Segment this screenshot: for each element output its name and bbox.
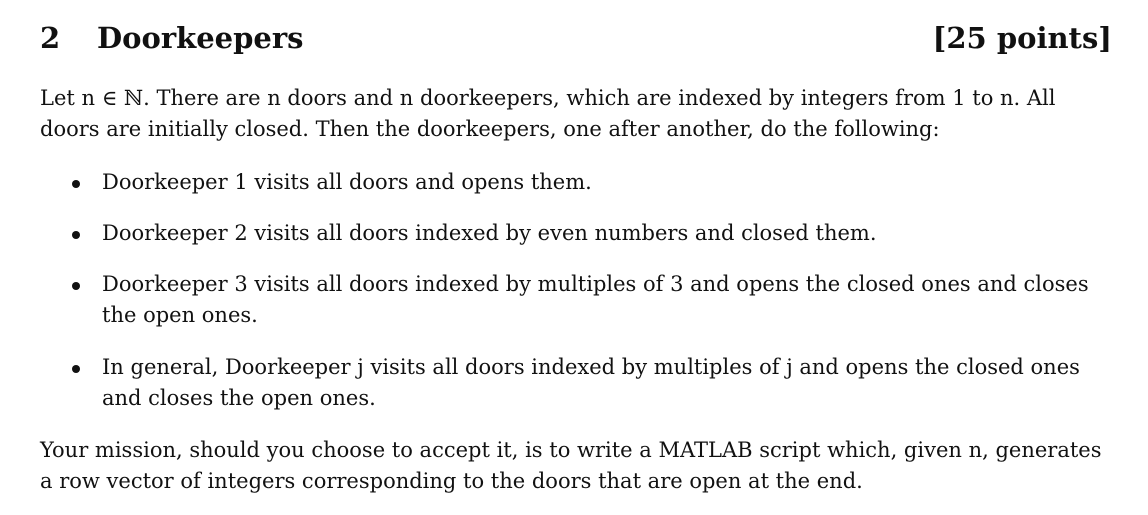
mission-line-2: a row vector of integers corresponding to the doors that are open at the end. <box>40 469 863 493</box>
bullet-icon <box>72 180 80 188</box>
bullet-3-line-1: Doorkeeper 3 visits all doors indexed by multiples of 3 and opens the closed ones and closes <box>102 272 1089 296</box>
bullet-4-line-2: and closes the open ones. <box>102 386 376 410</box>
bullet-4-line-1: In general, Doorkeeper j visits all doors indexed by multiples of j and opens the closed ones <box>102 355 1080 379</box>
bullet-icon <box>72 231 80 239</box>
intro-paragraph <box>40 83 1112 145</box>
mission-paragraph <box>40 435 1112 497</box>
bullet-icon <box>72 365 80 373</box>
mission-line-1: Your mission, should you choose to accept it, is to write a MATLAB script which, given n, generates <box>40 438 1102 462</box>
section-points: [25 points] <box>932 21 1112 55</box>
bullet-2-line-1: Doorkeeper 2 visits all doors indexed by even numbers and closed them. <box>102 221 877 245</box>
section-title: Doorkeepers <box>97 21 304 55</box>
intro-line-2: doors are initially closed. Then the doorkeepers, one after another, do the following: <box>40 117 940 141</box>
section-number: 2 <box>40 21 61 55</box>
bullet-3-line-2: the open ones. <box>102 303 258 327</box>
section-heading <box>40 18 1112 58</box>
bullet-1-line-1: Doorkeeper 1 visits all doors and opens them. <box>102 170 592 194</box>
bullet-icon <box>72 282 80 290</box>
intro-line-1: Let n ∈ ℕ. There are n doors and n doorkeepers, which are indexed by integers from 1 to n. All <box>40 86 1056 110</box>
